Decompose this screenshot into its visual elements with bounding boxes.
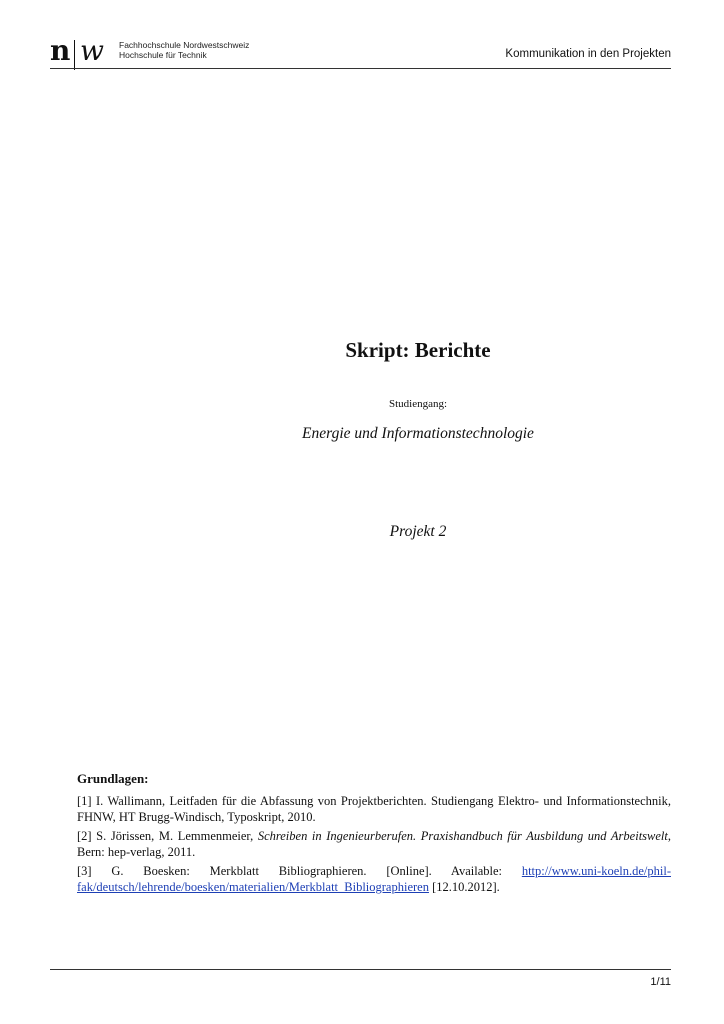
reference-item-3 <box>77 863 671 895</box>
page-number: 1/11 <box>650 976 671 988</box>
references-heading: Grundlagen: <box>77 771 149 786</box>
logo-n: n <box>50 34 71 67</box>
reference-item-2 <box>77 828 671 860</box>
reference-3-link[interactable]: http://www.uni-koeln.de/phil-fak/deutsch/lehrende/boesken/materialien/Merkblatt_Bibliographieren <box>77 864 671 894</box>
header-divider <box>50 68 671 69</box>
header-title: Kommunikation in den Projekten <box>505 48 671 60</box>
fhnw-logo <box>50 36 260 72</box>
project-label: Projekt 2 <box>389 523 447 540</box>
footer-divider <box>50 969 671 970</box>
program-name: Energie und Informationstechnologie <box>302 425 534 442</box>
reference-2-title: Schreiben in Ingenieurberufen. Praxishandbuch für Ausbildung und Arbeitswelt <box>257 829 668 843</box>
logo-divider <box>74 40 75 70</box>
reference-3-suffix: [12.10.2012]. <box>428 880 500 894</box>
reference-2-suffix: , Bern: hep-verlag, 2011. <box>77 829 671 859</box>
reference-2-prefix: [2] S. Jörissen, M. Lemmenmeier, <box>77 829 258 843</box>
program-label: Studiengang: <box>388 398 448 410</box>
reference-item-1 <box>77 793 671 825</box>
logo-w: w <box>80 34 104 67</box>
reference-1-text: [1] I. Wallimann, Leitfaden für die Abfassung von Projektberichten. Studiengang Elektro- und Informationstechnik, FHNW, HT Brugg-Windisch, Typoskript, 2010. <box>77 794 671 824</box>
institution-line-2: Hochschule für Technik <box>119 50 207 60</box>
institution-line-1: Fachhochschule Nordwestschweiz <box>119 40 250 50</box>
document-title: Skript: Berichte <box>345 338 491 362</box>
references-section <box>77 771 671 898</box>
reference-3-prefix: [3] G. Boesken: Merkblatt Bibliographieren. [Online]. Available: <box>77 864 522 878</box>
institution-name <box>119 40 249 60</box>
